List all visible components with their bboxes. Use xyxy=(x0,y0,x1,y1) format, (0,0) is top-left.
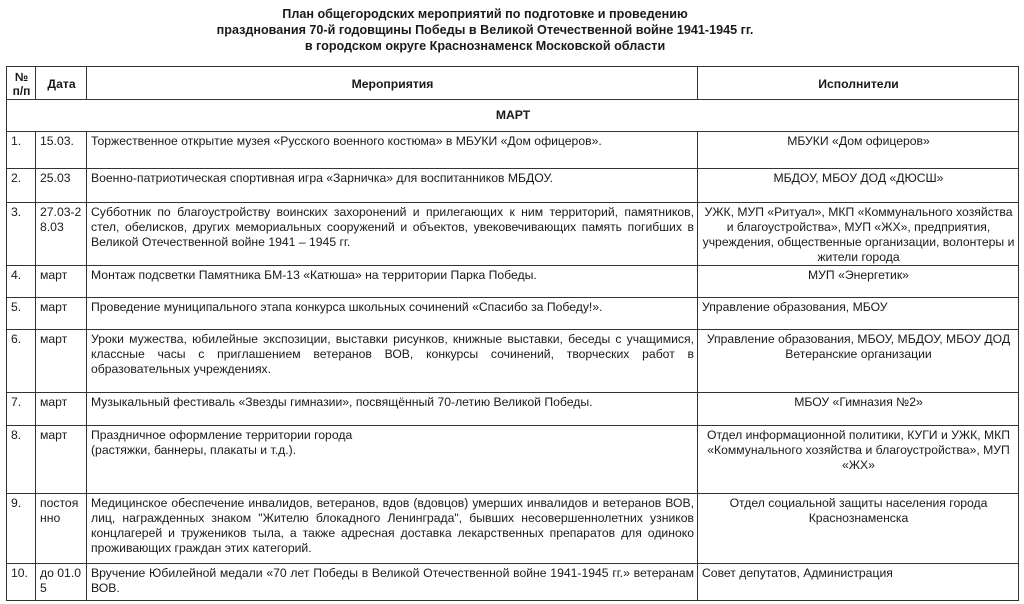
header-num: № п/п xyxy=(7,67,36,100)
row-date: март xyxy=(36,298,87,330)
event-text: Торжественное открытие музея «Русского военного костюма» в МБУКИ «Дом офицеров». xyxy=(91,134,602,148)
row-number: 3. xyxy=(7,203,36,266)
document-title xyxy=(0,6,970,54)
title-line-1: План общегородских мероприятий по подготовке и проведению xyxy=(282,7,688,21)
header-date: Дата xyxy=(36,67,87,100)
row-event xyxy=(87,132,698,169)
row-executors xyxy=(698,298,1019,330)
row-executors xyxy=(698,426,1019,494)
row-executors xyxy=(698,330,1019,393)
executor-text: МБУКИ «Дом офицеров» xyxy=(787,134,930,148)
row-event xyxy=(87,426,698,494)
event-text: Проведение муниципального этапа конкурса школьных сочинений «Спасибо за Победу!». xyxy=(91,300,603,314)
row-number: 1. xyxy=(7,132,36,169)
row-event xyxy=(87,203,698,266)
row-event xyxy=(87,298,698,330)
table-row xyxy=(7,393,1019,426)
title-line-2: празднования 70-й годовщины Победы в Великой Отечественной войне 1941-1945 гг. xyxy=(216,23,754,37)
event-text: Вручение Юбилейной медали «70 лет Победы в Великой Отечественной войне 1941-1945 гг.» ветеранам ВОВ. xyxy=(91,566,694,595)
event-text: Военно-патриотическая спортивная игра «Зарничка» для воспитанников МБДОУ. xyxy=(91,171,553,185)
table-row xyxy=(7,203,1019,266)
row-date: март xyxy=(36,426,87,494)
title-line-3: в городском округе Краснознаменск Московской области xyxy=(304,39,666,53)
table-row xyxy=(7,330,1019,393)
row-number: 4. xyxy=(7,266,36,298)
row-executors xyxy=(698,564,1019,601)
event-text: Медицинское обеспечение инвалидов, ветеранов, вдов (вдовцов) умерших инвалидов и ветеранов ВОВ, лиц, награжденных знаком "Жителю блокадного Ленинграда", бывших несовершеннолетних узников концлагерей и тружеников тыла, а также адресная доставка лекарственных препаратов для одиноко проживающих граждан этих категорий. xyxy=(91,496,694,555)
executor-text: Отдел социальной защиты населения города Краснознаменска xyxy=(729,496,988,525)
row-executors xyxy=(698,169,1019,203)
row-number: 9. xyxy=(7,494,36,564)
row-date: 25.03 xyxy=(36,169,87,203)
table-row xyxy=(7,169,1019,203)
row-date: 15.03. xyxy=(36,132,87,169)
header-executors: Исполнители xyxy=(698,67,1019,100)
row-date: март xyxy=(36,266,87,298)
event-text: Уроки мужества, юбилейные экспозиции, выставки рисунков, книжные выставки, беседы с учащимися, классные часы с приглашением ветеранов ВОВ, конкурсы сочинений, творческих работ в образовательных учреждениях. xyxy=(91,332,694,376)
event-text: Праздничное оформление территории города xyxy=(91,428,353,442)
row-event xyxy=(87,266,698,298)
event-text: Субботник по благоустройству воинских захоронений и прилегающих к ним территорий, памятников, стел, обелисков, других мемориальных сооружений и объектов, увековечивающих память погибших в Великой Отечественной войне 1941 – 1945 гг. xyxy=(91,205,694,249)
table-row xyxy=(7,494,1019,564)
row-date: март xyxy=(36,330,87,393)
row-event xyxy=(87,169,698,203)
table-row xyxy=(7,426,1019,494)
row-executors xyxy=(698,494,1019,564)
event-text: (растяжки, баннеры, плакаты и т.д.). xyxy=(91,443,297,457)
executor-text: Управление образования, МБОУ, МБДОУ, МБОУ ДОД xyxy=(706,332,1011,346)
row-number: 8. xyxy=(7,426,36,494)
table-row xyxy=(7,298,1019,330)
month-label: МАРТ xyxy=(7,100,1019,132)
row-number: 6. xyxy=(7,330,36,393)
executor-text: МБОУ «Гимназия №2» xyxy=(794,395,923,409)
event-text: Музыкальный фестиваль «Звезды гимназии», посвящённый 70-летию Великой Победы. xyxy=(91,395,593,409)
row-date: 27.03-28.03 xyxy=(36,203,87,266)
table-row xyxy=(7,132,1019,169)
executor-text: УЖК, МУП «Ритуал», МКП «Коммунального хозяйства и благоустройства», МУП «ЖХ», предприятия, учреждения, общественные организации, волонтеры и жители города xyxy=(702,205,1015,264)
row-date: март xyxy=(36,393,87,426)
row-executors xyxy=(698,203,1019,266)
executor-text: Совет депутатов, Администрация xyxy=(702,566,893,580)
row-event xyxy=(87,564,698,601)
executor-text: МУП «Энергетик» xyxy=(808,268,909,282)
row-number: 2. xyxy=(7,169,36,203)
table-row xyxy=(7,266,1019,298)
executor-text: Управление образования, МБОУ xyxy=(702,300,888,314)
row-date: до 01.05 xyxy=(36,564,87,601)
row-event xyxy=(87,330,698,393)
row-executors xyxy=(698,266,1019,298)
row-event xyxy=(87,393,698,426)
events-table xyxy=(6,66,1019,601)
table-header-row xyxy=(7,67,1019,100)
executor-text: МБДОУ, МБОУ ДОД «ДЮСШ» xyxy=(773,171,944,185)
row-number: 5. xyxy=(7,298,36,330)
row-date: постоянно xyxy=(36,494,87,564)
row-number: 10. xyxy=(7,564,36,601)
executor-text: Ветеранские организации xyxy=(785,347,932,361)
table-row xyxy=(7,564,1019,601)
event-text: Монтаж подсветки Памятника БМ-13 «Катюша» на территории Парка Победы. xyxy=(91,268,537,282)
row-number: 7. xyxy=(7,393,36,426)
row-event xyxy=(87,494,698,564)
row-executors xyxy=(698,393,1019,426)
executor-text: Отдел информационной политики, КУГИ и УЖК, МКП «Коммунального хозяйства и благоустройства», МУП «ЖХ» xyxy=(706,428,1011,472)
month-row xyxy=(7,100,1019,132)
row-executors xyxy=(698,132,1019,169)
header-event: Мероприятия xyxy=(87,67,698,100)
